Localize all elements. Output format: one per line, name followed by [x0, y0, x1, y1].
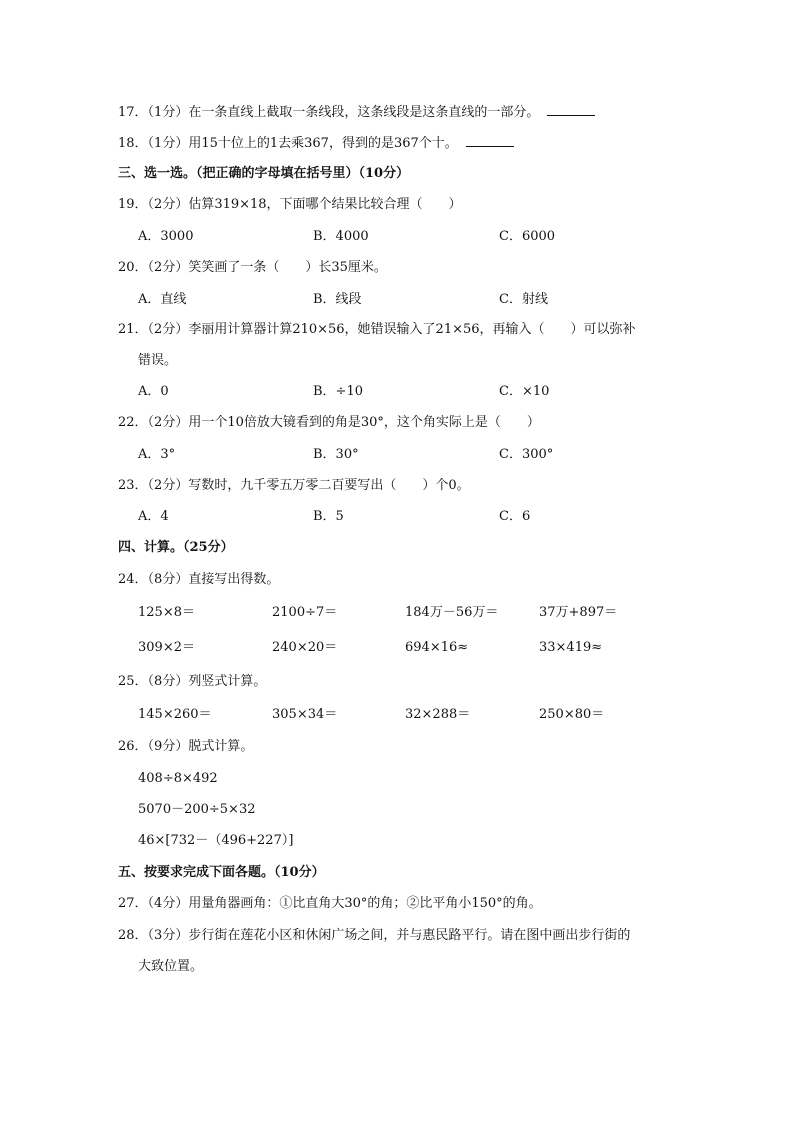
q24-expr[interactable]: 184万－56万＝	[405, 605, 499, 620]
question-17-text: 17．（1分）在一条直线上截取一条线段，这条线段是这条直线的一部分。	[118, 105, 540, 120]
question-18	[118, 134, 514, 153]
q24-expr[interactable]: 2100÷7＝	[272, 605, 338, 620]
question-28-text: 28．（3分）步行街在莲花小区和休闲广场之间，并与惠民路平行。请在图中画出步行街的	[118, 928, 631, 943]
q23-option-a[interactable]: A．4	[138, 509, 169, 524]
section-3-title: 三、选一选。（把正确的字母填在括号里）（10分）	[118, 166, 410, 181]
question-21-text: 21．（2分）李丽用计算器计算210×56，她错误输入了21×56，再输入（ ）可以弥补	[118, 322, 636, 337]
question-18-text: 18．（1分）用15十位上的1去乘367，得到的是367个十。	[118, 136, 458, 151]
q21-option-c[interactable]: C．×10	[499, 384, 550, 399]
section-4-title: 四、计算。（25分）	[118, 540, 234, 555]
q25-expr[interactable]: 32×288＝	[405, 707, 471, 722]
answer-blank[interactable]	[466, 134, 514, 147]
question-19-text: 19．（2分）估算319×18，下面哪个结果比较合理（ ）	[118, 197, 462, 212]
q26-expr[interactable]: 46×[732－（496+227）]	[138, 833, 294, 848]
q24-expr[interactable]: 37万+897＝	[539, 605, 618, 620]
q19-option-c[interactable]: C．6000	[499, 229, 556, 244]
q22-option-a[interactable]: A．3°	[138, 447, 176, 462]
q19-option-a[interactable]: A．3000	[138, 229, 194, 244]
question-27-text: 27．（4分）用量角器画角：①比直角大30°的角；②比平角小150°的角。	[118, 896, 542, 911]
q21-option-a[interactable]: A．0	[138, 384, 169, 399]
question-23-text: 23．（2分）写数时，九千零五万零二百要写出（ ）个0。	[118, 478, 470, 493]
q20-option-c[interactable]: C．射线	[499, 292, 548, 307]
q24-expr[interactable]: 694×16≈	[405, 640, 469, 655]
question-20-text: 20．（2分）笑笑画了一条（ ）长35厘米。	[118, 260, 387, 275]
q24-expr[interactable]: 33×419≈	[539, 640, 603, 655]
q23-option-b[interactable]: B．5	[313, 509, 344, 524]
q21-option-b[interactable]: B．÷10	[313, 384, 363, 399]
q22-option-b[interactable]: B．30°	[313, 447, 359, 462]
question-21-text-continued: 错误。	[138, 353, 178, 368]
q25-expr[interactable]: 250×80＝	[539, 707, 605, 722]
question-24-text: 24．（8分）直接写出得数。	[118, 572, 280, 587]
q23-option-c[interactable]: C．6	[499, 509, 531, 524]
question-28-text-continued: 大致位置。	[138, 959, 204, 974]
q24-expr[interactable]: 240×20＝	[272, 640, 338, 655]
answer-blank[interactable]	[547, 103, 595, 116]
question-26-text: 26．（9分）脱式计算。	[118, 739, 254, 754]
q25-expr[interactable]: 305×34＝	[272, 707, 338, 722]
q20-option-a[interactable]: A．直线	[138, 292, 187, 307]
q25-expr[interactable]: 145×260＝	[138, 707, 212, 722]
section-5-title: 五、按要求完成下面各题。（10分）	[118, 865, 325, 880]
question-25-text: 25．（8分）列竖式计算。	[118, 674, 267, 689]
q24-expr[interactable]: 125×8＝	[138, 605, 195, 620]
question-22-text: 22．（2分）用一个10倍放大镜看到的角是30°，这个角实际上是（ ）	[118, 415, 540, 430]
q22-option-c[interactable]: C．300°	[499, 447, 554, 462]
q20-option-b[interactable]: B．线段	[313, 292, 362, 307]
q26-expr[interactable]: 408÷8×492	[138, 771, 218, 786]
q24-expr[interactable]: 309×2＝	[138, 640, 195, 655]
q19-option-b[interactable]: B．4000	[313, 229, 369, 244]
q26-expr[interactable]: 5070－200÷5×32	[138, 802, 256, 817]
question-17	[118, 103, 595, 122]
